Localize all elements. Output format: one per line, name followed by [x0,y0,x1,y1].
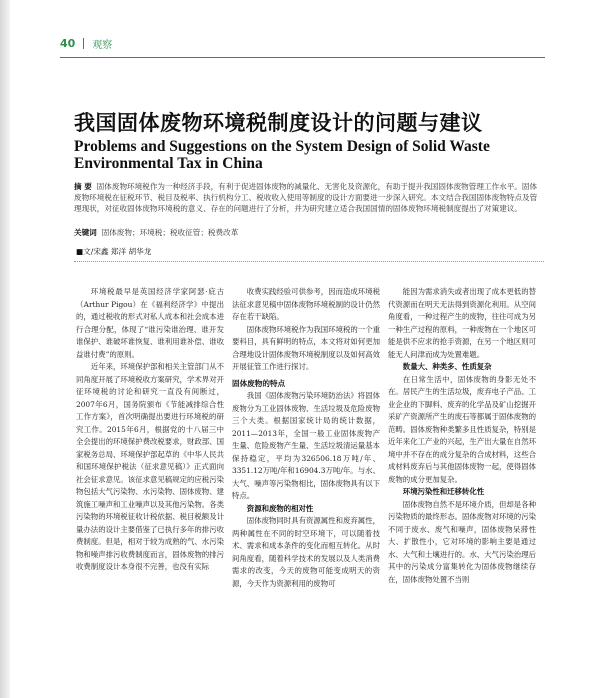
paragraph: 固体废物同时具有资源属性和废弃属性，两种属性在不同的时空环境下，可以随着技术、需求和成本条件的变化而相互转化。从时间角度看，随着科学技术的发展以及人类消费需求的改变，今天的废物可能变成明天的资源，今天作为资源利用的废物可 [232,516,380,588]
article-title: 我国固体废物环境税制度设计的问题与建议 [74,111,483,135]
header-separator [83,38,84,49]
keywords [74,227,544,238]
paragraph: 固体废物自然不是环境介质，但却是各种污染物质的最终形态。固体废物对环境的污染不同于废水、废气和噪声，固体废物呆滞性大、扩散性小，它对环境的影响主要是通过水、大气和土壤进行的。水、大气污染治理后其中的污染成分富集转化为固体废物继续存在，固体废物处置不当则 [388,499,536,584]
keywords-label: 关键词 [74,228,97,237]
paragraph: 收费实践经验可供参考，因而造成环境税法征求意见稿中固体废物环境税制的设计仍然存在若干缺陷。 [232,287,380,321]
abstract [74,181,544,215]
header-rule [60,57,545,58]
paragraph: 固体废物环境税作为我国环境税的一个重要科目，具有鲜明的特点，本文将对如何更加合理地设计固体废物环境税制度以及如何高效开展征管工作进行探讨。 [232,324,380,371]
article-english-title: Problems and Suggestions on the System Design of Solid Waste Environmental Tax in China [74,138,490,172]
byline-divider [74,261,544,262]
paragraph: 近年来，环境保护部和相关主管部门从不同角度开展了环境税收方案研究，学术界对开征环境税的讨论和研究一直没有间断过，2007年6月，国务院颁布《节能减排综合性工作方案》，首次明确提出要进行环境税的研究工作。2015年6月，根据党的十八届三中全会提出的环境保护费改税要求，财政部、国家税务总局、环境保护部起草的《中华人民共和国环境保护税法（征求意见稿）》正式面向社会征求意见。该征求意见稿规定的应税污染物包括大气污染物、水污染物、固体废物、建筑施工噪声和工业噪声以及其他污染物。各类污染物的环境税征收计税依据、税目税额及计量办法的设计主要借鉴了已执行多年的排污收费制度。但是，相对于较为成熟的气、水污染物和噪声排污收费制度而言，固体废物的排污收费制度设计本身很不完善，也没有实际 [76,362,224,571]
subsection-heading: 资源和废物的相对性 [246,503,314,513]
byline [76,246,151,257]
paragraph: 环境税最早是英国经济学家阿瑟·庇古（Arthur Pigou）在《福利经济学》中提出的，通过税收的形式对私人成本和社会成本进行合理分配，体现了“谁污染谁治理、谁开发谁保护、谁破坏谁恢复、谁利用谁补偿、谁收益谁付费”的原则。 [76,287,224,359]
section-heading: 固体废物的特点 [232,378,286,388]
byline-text: ■文/宋鑫 郑洋 胡华龙 [76,247,152,256]
paragraph: 能因为需求消失或者出现了成本更低的替代资源而在明天无法得到资源化利用。从空间角度看，一种过程产生的废物，往往可成为另一种生产过程的原料，一种废物在一个地区可能是供不应求的抢手资源，在另一个地区则可能无人问津而成为处置难题。 [388,287,536,359]
page-header [60,34,112,52]
section-label: 观察 [92,39,113,51]
page-number: 40 [60,36,76,50]
abstract-text: 固体废物环境税作为一种经济手段，有利于促进固体废物的减量化、无害化及资源化，有助于提升我国固体废物管理工作水平。固体废物环境税在征税环节、税目及税率、执行机构分工、税收收入使用等制度的设计方面要进一步深入研究。本文结合我国固体废物特点及管理现状，对征收固体废物环境税的意义、存在的问题进行了分析，并为研究建立适合我国国情的固体废物环境税制度提出了对策建议。 [74,182,538,214]
keywords-text: 固体废物；环境税；税收征管；税费改革 [101,228,239,237]
page-spine-shadow [0,0,10,698]
body-column-3 [388,286,536,586]
abstract-label: 摘 要 [74,182,92,191]
paragraph: 我国《固体废物污染环境防治法》将固体废物分为工业固体废物、生活垃圾及危险废物三个大类。根据国家统计局的统计数据，2011—2013年，全国一般工业固体废物产生量、危险废物产生量、生活垃圾清运量基本保持稳定，平均为326506.18万吨/年、3351.12万吨/年和16904.3万吨/年。与水、大气、噪声等污染物相比，固体废物具有以下特点。 [232,391,380,500]
paragraph: 在日常生活中，固体废物的身影无处不在。居民产生的生活垃圾，废弃电子产品、工业企业的下脚料、废弃的化学品及矿山挖掘开采矿产资源所产生的废石等都属于固体废物的范畴。固体废物种类繁多且性质复杂，特别是近年来化工产业的兴起，生产出大量在自然环境中并不存在的成分复杂的合成材料，这些合成材料废弃后与其他固体废物一起，使得固体废物的成分更加复杂。 [388,374,536,484]
subsection-heading: 环境污染性和迁移转化性 [402,487,485,496]
body-column-2 [232,286,380,590]
subsection-heading: 数量大、种类多、性质复杂 [402,362,492,371]
body-column-1 [76,286,224,574]
